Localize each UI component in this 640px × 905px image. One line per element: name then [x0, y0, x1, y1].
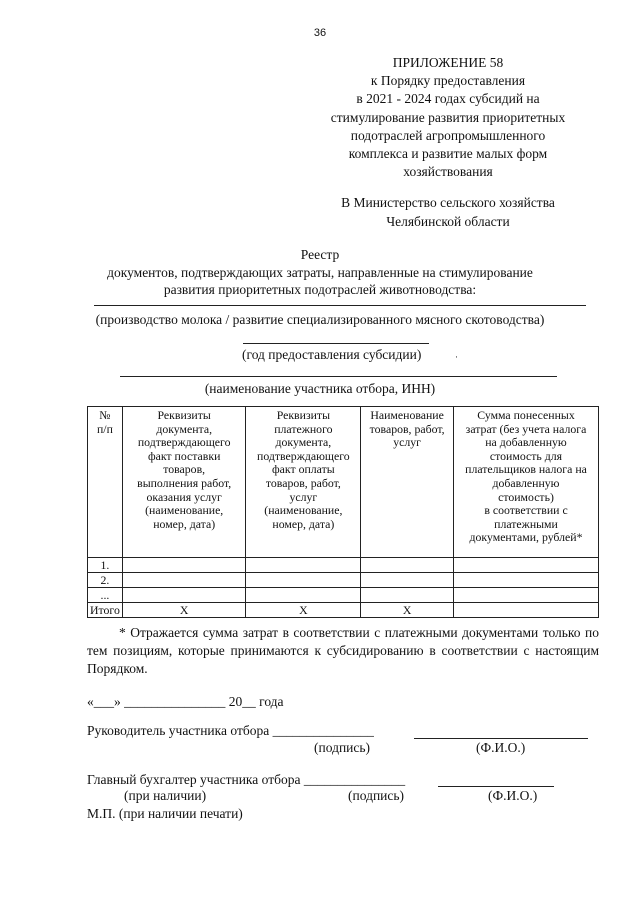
direction-fill-line[interactable]: [94, 305, 586, 306]
header-amount: Сумма понесенных затрат (без учета налога на добавленную стоимость для плательщиков налога на добавленную стоимость) в соответствии с платежными документами, рублей*: [454, 407, 599, 558]
appendix-title: ПРИЛОЖЕНИЕ 58: [392, 55, 504, 70]
row-number: 1.: [88, 558, 123, 573]
appendix-line: стимулирование развития приоритетных: [330, 109, 566, 125]
register-subtitle-2: развития приоритетных подотраслей животноводства:: [163, 282, 477, 297]
table-row: [88, 573, 599, 588]
appendix-line: хозяйствования: [403, 164, 493, 180]
total-mark: Х: [246, 603, 361, 618]
total-amount-cell[interactable]: [454, 603, 599, 618]
table-row: [88, 558, 599, 573]
date-quote-open: «: [87, 694, 94, 709]
head-name-caption: (Ф.И.О.): [476, 740, 526, 755]
table-cell[interactable]: [246, 558, 361, 573]
accountant-signature-line: [87, 772, 405, 788]
table-row: [88, 588, 599, 603]
register-table: [87, 406, 599, 618]
row-number: ...: [88, 588, 123, 603]
addressee-line: В Министерство сельского хозяйства: [341, 195, 555, 210]
date-year-word: года: [259, 694, 284, 709]
date-quote-close: »: [114, 694, 121, 709]
register-heading: [40, 246, 600, 299]
table-cell[interactable]: [361, 588, 454, 603]
head-signature-blank[interactable]: _______________: [272, 723, 374, 738]
table-total-row: [88, 603, 599, 618]
participant-caption: (наименование участника отбора, ИНН): [204, 381, 436, 396]
head-signature-line: [87, 723, 374, 739]
date-day-blank[interactable]: ___: [93, 694, 114, 709]
year-fill-line[interactable]: [243, 343, 429, 344]
accountant-name-fill-line[interactable]: [438, 786, 554, 787]
accountant-name-caption: (Ф.И.О.): [488, 788, 538, 803]
table-cell[interactable]: [454, 588, 599, 603]
appendix-line: подотраслей агропромышленного: [350, 127, 546, 143]
accountant-label: Главный бухгалтер участника отбора: [87, 772, 301, 787]
head-label: Руководитель участника отбора: [87, 723, 270, 738]
stray-mark: ·: [455, 352, 458, 362]
table-cell[interactable]: [122, 573, 246, 588]
accountant-note: (при наличии): [124, 788, 207, 803]
appendix-block: [308, 54, 588, 181]
table-cell[interactable]: [122, 588, 246, 603]
header-goods-name: Наименование товаров, работ, услуг: [361, 407, 454, 558]
register-title: Реестр: [300, 247, 340, 262]
appendix-line: в 2021 - 2024 годах субсидий на: [356, 91, 540, 107]
total-mark: Х: [122, 603, 246, 618]
table-cell[interactable]: [122, 558, 246, 573]
header-num: № п/п: [88, 407, 123, 558]
accountant-signature-caption: (подпись): [348, 788, 405, 803]
participant-fill-line[interactable]: [120, 376, 557, 377]
date-year-prefix: 20: [228, 694, 243, 709]
date-line: [87, 694, 284, 710]
year-caption: (год предоставления субсидии): [242, 347, 422, 362]
head-signature-caption: (подпись): [314, 740, 371, 755]
table-cell[interactable]: [361, 558, 454, 573]
header-payment-doc: Реквизиты платежного документа, подтверждающего факт оплаты товаров, работ, услуг (наименование, номер, дата): [246, 407, 361, 558]
appendix-line: комплекса и развитие малых форм: [348, 146, 548, 162]
stamp-note: М.П. (при наличии печати): [87, 806, 243, 821]
total-label: Итого: [88, 603, 123, 618]
table-cell[interactable]: [361, 573, 454, 588]
header-supply-doc: Реквизиты документа, подтверждающего факт поставки товаров, выполнения работ, оказания услуг (наименование, номер, дата): [122, 407, 246, 558]
page-number: 36: [313, 27, 327, 39]
head-name-fill-line[interactable]: [414, 738, 588, 739]
row-number: 2.: [88, 573, 123, 588]
total-mark: Х: [361, 603, 454, 618]
table-cell[interactable]: [454, 558, 599, 573]
register-subtitle-1: документов, подтверждающих затраты, направленные на стимулирование: [107, 264, 533, 280]
date-year-blank[interactable]: __: [242, 694, 256, 709]
accountant-signature-blank[interactable]: _______________: [303, 772, 406, 787]
direction-caption: (производство молока / развитие специализированного мясного скотоводства): [95, 312, 545, 327]
table-cell[interactable]: [454, 573, 599, 588]
table-cell[interactable]: [246, 588, 361, 603]
date-month-blank[interactable]: _______________: [124, 694, 226, 709]
footnote: * Отражается сумма затрат в соответствии с платежными документами только по тем позициям, которые принимаются к субсидированию в соответствии с настоящим Порядком.: [87, 625, 599, 676]
addressee-line: Челябинской области: [386, 213, 510, 229]
appendix-line: к Порядку предоставления: [370, 73, 526, 89]
table-header-row: [88, 407, 599, 558]
addressee: [308, 194, 588, 231]
table-cell[interactable]: [246, 573, 361, 588]
